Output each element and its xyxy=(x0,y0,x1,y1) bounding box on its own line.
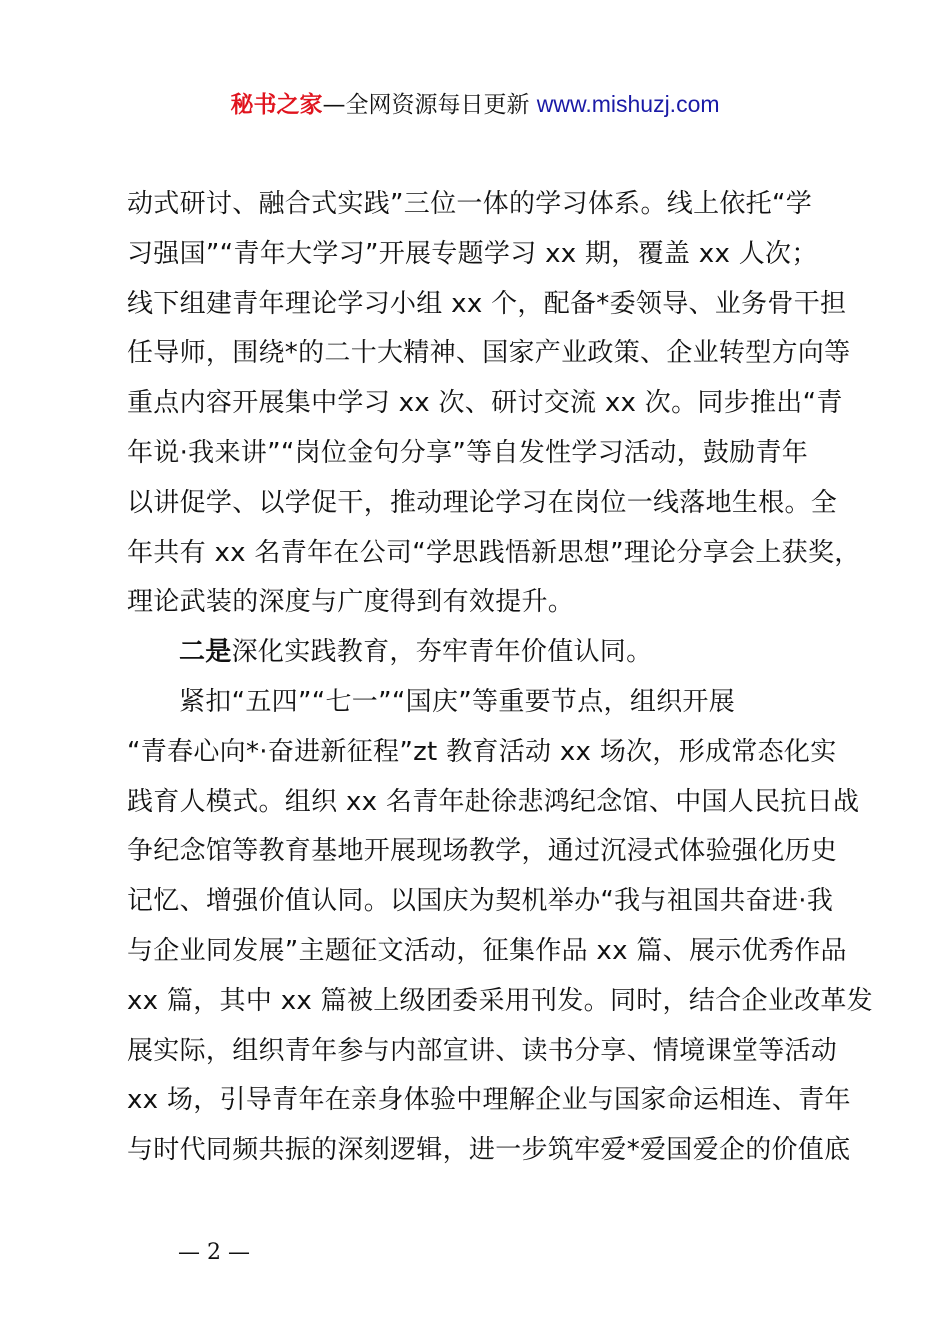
header-tagline: —全网资源每日更新 xyxy=(322,92,537,118)
site-url: www.mishuzj.com xyxy=(536,91,720,117)
body-line: 重点内容开展集中学习 xx 次、研讨交流 xx 次。同步推出“青 xyxy=(127,388,843,419)
body-line: 展实际，组织青年参与内部宣讲、读书分享、情境课堂等活动 xyxy=(127,1035,838,1066)
body-line: 与时代同频共振的深刻逻辑，进一步筑牢爱*爱国爱企的价值底 xyxy=(127,1135,851,1166)
body-line: 践育人模式。组织 xx 名青年赴徐悲鸿纪念馆、中国人民抗日战 xyxy=(127,786,860,817)
section-heading-lead: 二是 xyxy=(179,637,232,668)
page-number: — 2 — xyxy=(178,1240,250,1265)
body-line: 以讲促学、以学促干，推动理论学习在岗位一线落地生根。全 xyxy=(127,487,838,518)
body-line: 习强国”“青年大学习”开展专题学习 xx 期，覆盖 xx 人次； xyxy=(127,238,818,269)
body-line: 与企业同发展”主题征文活动，征集作品 xx 篇、展示优秀作品 xyxy=(127,935,847,966)
body-line: 年共有 xx 名青年在公司“学思践悟新思想”理论分享会上获奖， xyxy=(127,537,861,568)
body-line: 线下组建青年理论学习小组 xx 个，配备*委领导、业务骨干担 xyxy=(127,288,847,319)
body-line: xx 场，引导青年在亲身体验中理解企业与国家命运相连、青年 xyxy=(127,1085,851,1116)
document-body xyxy=(127,180,873,1176)
body-line: “青春心向*·奋进新征程”zt 教育活动 xx 场次，形成常态化实 xyxy=(127,736,837,767)
section-heading-text: 深化实践教育，夯牢青年价值认同。 xyxy=(231,637,653,668)
site-header xyxy=(0,88,950,121)
body-line: 争纪念馆等教育基地开展现场教学，通过沉浸式体验强化历史 xyxy=(127,836,838,867)
body-line: 任导师，围绕*的二十大精神、国家产业政策、企业转型方向等 xyxy=(127,338,851,369)
body-line: 动式研讨、融合式实践”三位一体的学习体系。线上依托“学 xyxy=(127,189,813,219)
body-line: 理论武装的深度与广度得到有效提升。 xyxy=(127,587,575,618)
body-line: 年说·我来讲”“岗位金句分享”等自发性学习活动，鼓励青年 xyxy=(127,437,809,468)
body-line: xx 篇，其中 xx 篇被上级团委采用刊发。同时，结合企业改革发 xyxy=(127,985,873,1016)
body-line: 记忆、增强价值认同。以国庆为契机举办“我与祖国共奋进·我 xyxy=(127,886,834,917)
body-line: 紧扣“五四”“七一”“国庆”等重要节点，组织开展 xyxy=(179,686,736,717)
section-heading xyxy=(127,628,842,678)
brand-name: 秘书之家 xyxy=(230,92,323,118)
